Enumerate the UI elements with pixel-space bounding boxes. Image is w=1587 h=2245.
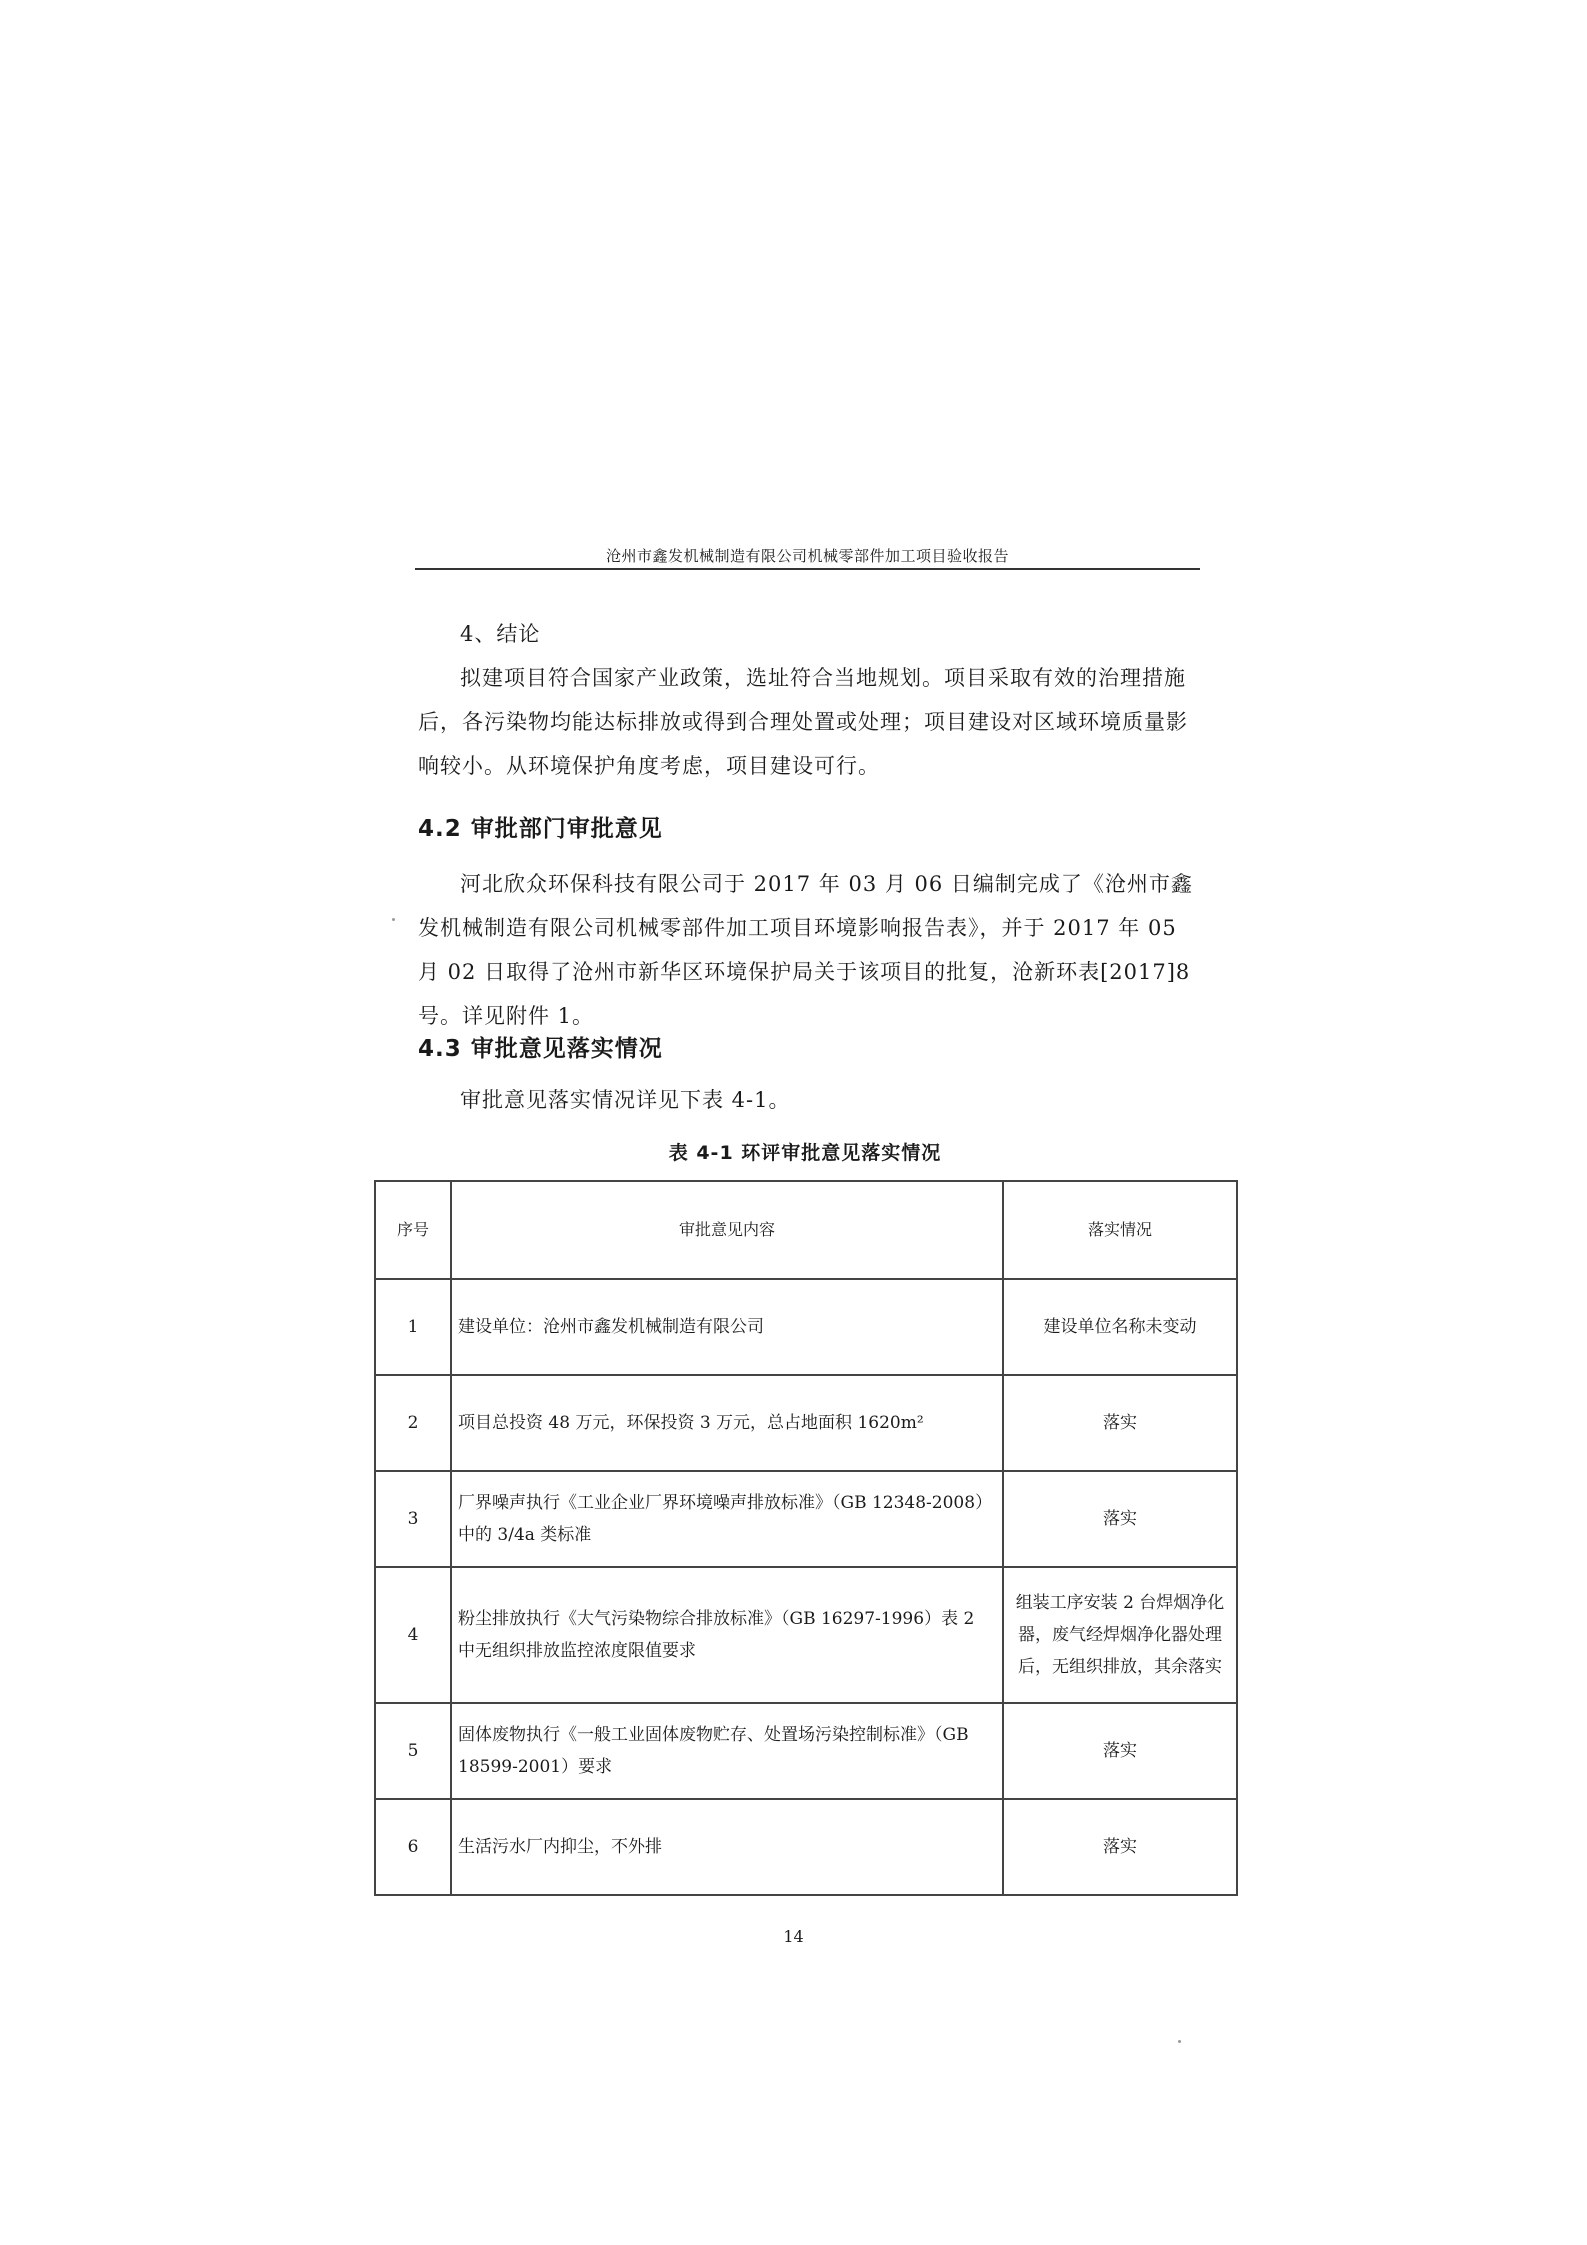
scan-speck [1178, 2040, 1181, 2043]
row-impl: 建设单位名称未变动 [1003, 1279, 1237, 1375]
scan-speck [392, 918, 395, 921]
running-header: 沧州市鑫发机械制造有限公司机械零部件加工项目验收报告 [605, 547, 1009, 565]
section-4-2-heading: 4.2 审批部门审批意见 [418, 816, 663, 842]
conclusion-heading: 4、结论 [460, 622, 541, 646]
table-row [375, 1375, 1237, 1471]
header-rule [415, 568, 1200, 570]
table-row [375, 1471, 1237, 1567]
row-no: 3 [375, 1471, 451, 1567]
table-row [375, 1567, 1237, 1703]
header-no: 序号 [375, 1181, 451, 1279]
row-no: 6 [375, 1799, 451, 1895]
row-content: 生活污水厂内抑尘，不外排 [451, 1799, 1003, 1895]
row-no: 1 [375, 1279, 451, 1375]
row-impl: 落实 [1003, 1375, 1237, 1471]
row-content: 项目总投资 48 万元，环保投资 3 万元，总占地面积 1620m² [451, 1375, 1003, 1471]
table-header-row [375, 1181, 1237, 1279]
section-4-3-heading: 4.3 审批意见落实情况 [418, 1036, 663, 1062]
page-number: 14 [783, 1927, 804, 1946]
header-impl: 落实情况 [1003, 1181, 1237, 1279]
row-impl: 落实 [1003, 1799, 1237, 1895]
approval-paragraph: 河北欣众环保科技有限公司于 2017 年 03 月 06 日编制完成了《沧州市鑫发机械制造有限公司机械零部件加工项目环境影响报告表》，并于 2017 年 05 月 02 日取得了沧州市新华区环境保护局关于该项目的批复，沧新环表[2017]8 号。详见附件 1。 [418, 872, 1193, 1028]
row-impl: 组装工序安装 2 台焊烟净化器，废气经焊烟净化器处理后，无组织排放，其余落实 [1003, 1567, 1237, 1703]
table-row [375, 1799, 1237, 1895]
row-content: 厂界噪声执行《工业企业厂界环境噪声排放标准》（GB 12348-2008）中的 3/4a 类标准 [451, 1471, 1003, 1567]
row-impl: 落实 [1003, 1703, 1237, 1799]
table-row [375, 1279, 1237, 1375]
conclusion-paragraph: 拟建项目符合国家产业政策，选址符合当地规划。项目采取有效的治理措施后，各污染物均能达标排放或得到合理处置或处理；项目建设对区域环境质量影响较小。从环境保护角度考虑，项目建设可行。 [418, 666, 1188, 778]
row-content: 建设单位：沧州市鑫发机械制造有限公司 [451, 1279, 1003, 1375]
row-impl: 落实 [1003, 1471, 1237, 1567]
row-no: 2 [375, 1375, 451, 1471]
header-content: 审批意见内容 [451, 1181, 1003, 1279]
table-row [375, 1703, 1237, 1799]
row-content: 粉尘排放执行《大气污染物综合排放标准》（GB 16297-1996）表 2 中无组织排放监控浓度限值要求 [451, 1567, 1003, 1703]
table-caption: 表 4-1 环评审批意见落实情况 [668, 1142, 942, 1164]
row-no: 5 [375, 1703, 451, 1799]
row-content: 固体废物执行《一般工业固体废物贮存、处置场污染控制标准》（GB 18599-2001）要求 [451, 1703, 1003, 1799]
approval-table [374, 1180, 1238, 1896]
implementation-paragraph: 审批意见落实情况详见下表 4-1。 [460, 1088, 791, 1112]
row-no: 4 [375, 1567, 451, 1703]
